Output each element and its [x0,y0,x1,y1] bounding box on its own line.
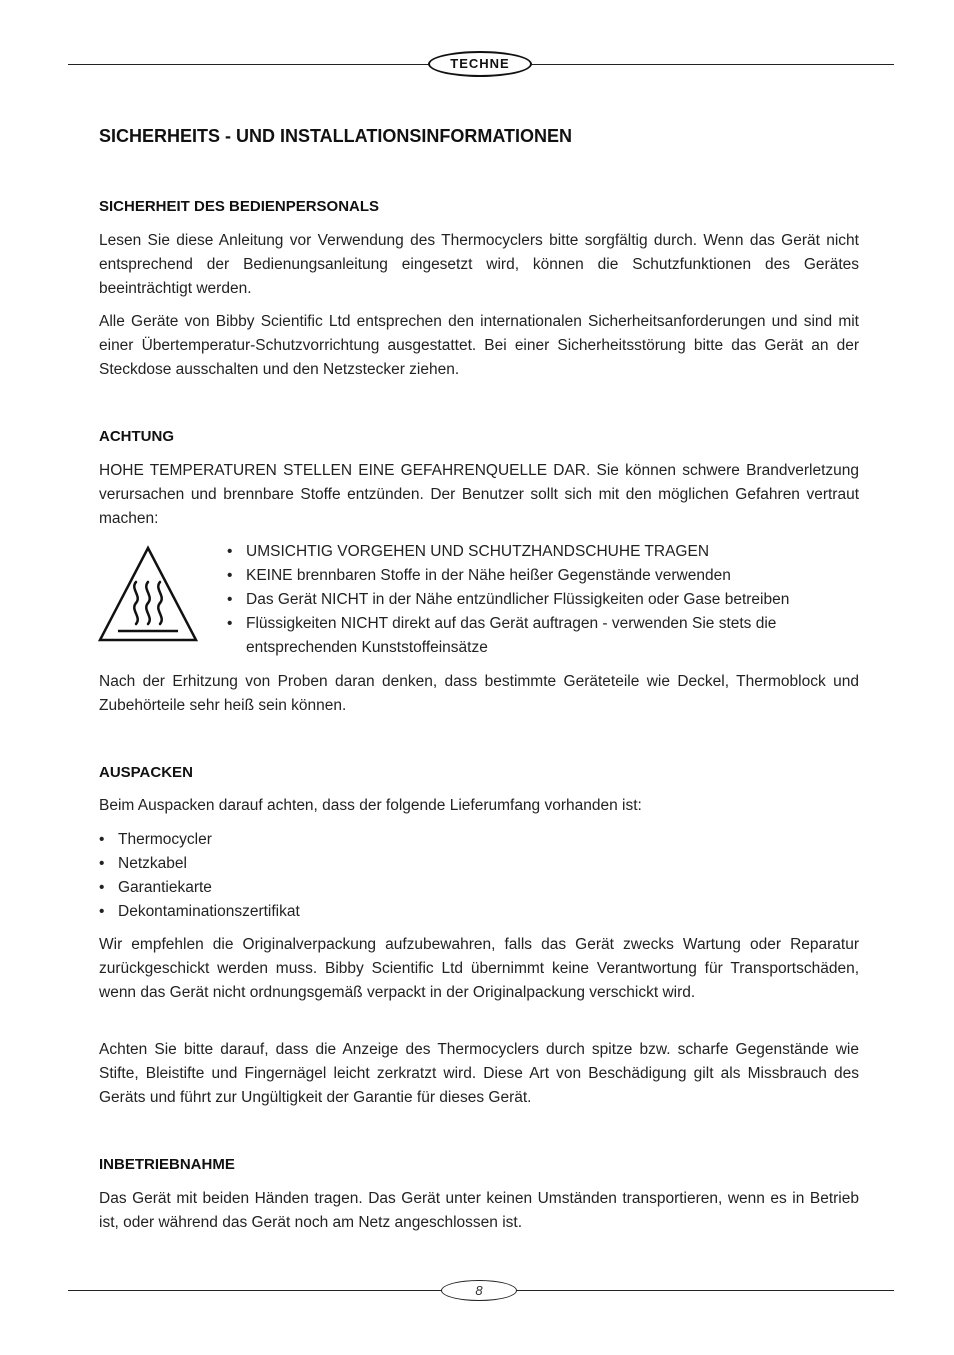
delivery-contents-list [99,828,599,924]
paragraph: Wir empfehlen die Originalverpackung aufzubewahren, falls das Gerät zwecks Wartung oder Reparatur zurückgeschickt werden muss. Bibby Scientific Ltd übernimmt keine Verantwortung für Transportschäden, wenn das Gerät nicht ordnungsgemäß verpackt in der Originalpackung verschickt wird. [99,936,859,1001]
hot-surface-warning-icon [96,544,200,644]
paragraph: Beim Auspacken darauf achten, dass der folgende Lieferumfang vorhanden ist: [99,797,642,814]
list-item: • Flüssigkeiten NICHT direkt auf das Gerät auftragen - verwenden Sie stets die entsprechenden Kunststoffeinsätze [227,612,827,660]
paragraph: Das Gerät mit beiden Händen tragen. Das Gerät unter keinen Umständen transportieren, wenn es in Betrieb ist, oder während das Gerät noch am Netz angeschlossen ist. [99,1190,859,1231]
page-number: 8 [441,1280,517,1301]
paragraph: Lesen Sie diese Anleitung vor Verwendung des Thermocyclers bitte sorgfältig durch. Wenn das Gerät nicht entsprechend der Bedienungsanleitung eingesetzt wird, können die Schutzfunktionen des Gerätes beeinträchtigt werden. [99,232,859,297]
paragraph: Nach der Erhitzung von Proben daran denken, dass bestimmte Geräteteile wie Deckel, Thermoblock und Zubehörteile sehr heiß sein können. [99,673,859,714]
techne-logo: TECHNE [428,51,532,77]
paragraph: HOHE TEMPERATUREN STELLEN EINE GEFAHRENQUELLE DAR. Sie können schwere Brandverletzung verursachen und brennbare Stoffe entzünden. Der Benutzer sollt sich mit den möglichen Gefahren vertraut machen: [99,462,859,527]
list-item: • KEINE brennbaren Stoffe in der Nähe heißer Gegenstände verwenden [227,564,827,588]
list-item: • Netzkabel [99,852,599,876]
list-item: • Thermocycler [99,828,599,852]
paragraph: Alle Geräte von Bibby Scientific Ltd entsprechen den internationalen Sicherheitsanforderungen und sind mit einer Übertemperatur-Schutzvorrichtung ausgestattet. Bei einer Sicherheitsstörung bitte das Gerät an der Steckdose ausschalten und den Netzstecker ziehen. [99,313,859,378]
page-title: SICHERHEITS - UND INSTALLATIONSINFORMATIONEN [99,126,572,146]
list-item: • Das Gerät NICHT in der Nähe entzündlicher Flüssigkeiten oder Gase betreiben [227,588,827,612]
caution-bullet-list [227,540,827,660]
list-item: • Dekontaminationszertifikat [99,900,599,924]
section-heading-caution: ACHTUNG [99,428,174,445]
paragraph: Achten Sie bitte darauf, dass die Anzeige des Thermocyclers durch spitze bzw. scharfe Gegenstände wie Stifte, Bleistifte und Fingernägel leicht zerkratzt wird. Diese Art von Beschädigung gilt als Missbrauch des Geräts und führt zur Ungültigkeit der Garantie für dieses Gerät. [99,1041,859,1106]
section-heading-operator-safety: SICHERHEIT DES BEDIENPERSONALS [99,198,380,215]
list-item: • UMSICHTIG VORGEHEN UND SCHUTZHANDSCHUHE TRAGEN [227,540,827,564]
section-heading-commissioning: INBETRIEBNAHME [99,1156,235,1173]
section-heading-unpacking: AUSPACKEN [99,764,193,781]
list-item: • Garantiekarte [99,876,599,900]
